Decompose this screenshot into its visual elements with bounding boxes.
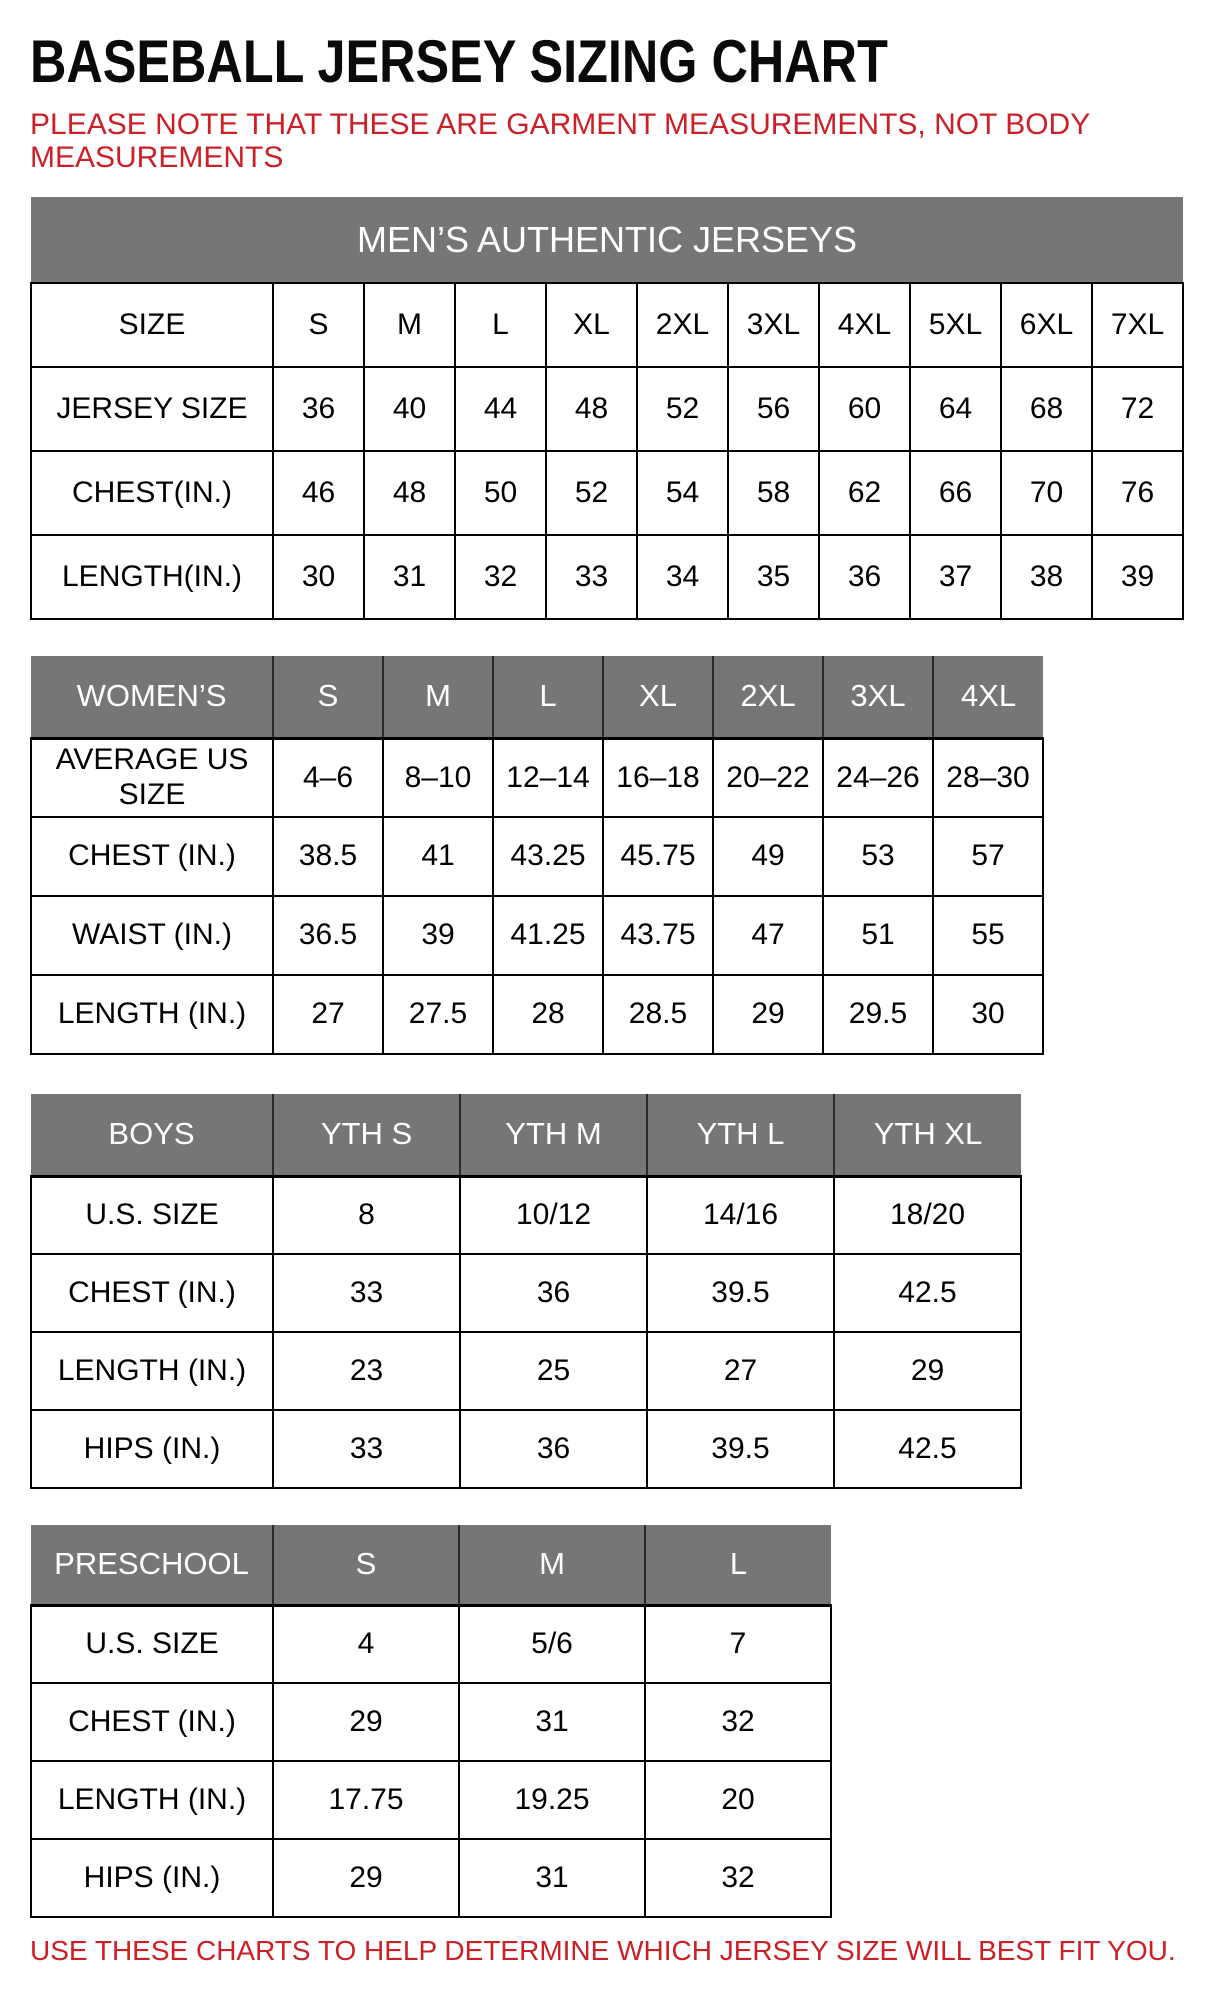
boys-sizing-table — [30, 1094, 1022, 1489]
table-header-label: BOYS — [31, 1094, 273, 1176]
size-value-cell: 72 — [1092, 367, 1183, 451]
size-column-header: M — [459, 1525, 645, 1605]
size-column-header: M — [383, 656, 493, 738]
size-value-cell: S — [273, 283, 364, 367]
garment-measurement-note: PLEASE NOTE THAT THESE ARE GARMENT MEASUREMENTS, NOT BODY MEASUREMENTS — [30, 108, 1090, 174]
row-label: CHEST(IN.) — [31, 451, 273, 535]
size-value-cell: 4XL — [819, 283, 910, 367]
size-value-cell: 8 — [273, 1176, 460, 1254]
size-value-cell: 41.25 — [493, 896, 603, 975]
size-value-cell: 7 — [645, 1605, 831, 1683]
table-row — [31, 975, 1043, 1054]
size-value-cell: 33 — [273, 1410, 460, 1488]
size-value-cell: 39 — [383, 896, 493, 975]
boys-table-body — [31, 1176, 1021, 1488]
size-value-cell: 45.75 — [603, 817, 713, 896]
size-value-cell: 54 — [637, 451, 728, 535]
size-value-cell: 6XL — [1001, 283, 1092, 367]
size-value-cell: 5XL — [910, 283, 1001, 367]
size-value-cell: 20–22 — [713, 738, 823, 817]
table-row — [31, 451, 1183, 535]
size-value-cell: 29.5 — [823, 975, 933, 1054]
size-value-cell: 32 — [645, 1683, 831, 1761]
size-value-cell: 10/12 — [460, 1176, 647, 1254]
size-value-cell: 48 — [546, 367, 637, 451]
size-column-header: S — [273, 1525, 459, 1605]
preschool-table-body — [31, 1605, 831, 1917]
size-value-cell: L — [455, 283, 546, 367]
size-value-cell: 19.25 — [459, 1761, 645, 1839]
size-value-cell: 23 — [273, 1332, 460, 1410]
row-label: CHEST (IN.) — [31, 1254, 273, 1332]
row-label: HIPS (IN.) — [31, 1410, 273, 1488]
table-row — [31, 367, 1183, 451]
table-row — [31, 1410, 1021, 1488]
size-column-header: L — [645, 1525, 831, 1605]
size-value-cell: 35 — [728, 535, 819, 619]
row-label: LENGTH (IN.) — [31, 1332, 273, 1410]
table-row — [31, 1254, 1021, 1332]
size-value-cell: 30 — [933, 975, 1043, 1054]
size-value-cell: 27.5 — [383, 975, 493, 1054]
table-row — [31, 1605, 831, 1683]
preschool-sizing-table — [30, 1525, 832, 1918]
size-value-cell: 29 — [713, 975, 823, 1054]
size-value-cell: 30 — [273, 535, 364, 619]
row-label: LENGTH (IN.) — [31, 1761, 273, 1839]
table-row — [31, 1332, 1021, 1410]
size-value-cell: 4 — [273, 1605, 459, 1683]
size-value-cell: 52 — [637, 367, 728, 451]
size-value-cell: 46 — [273, 451, 364, 535]
row-label: HIPS (IN.) — [31, 1839, 273, 1917]
size-value-cell: 55 — [933, 896, 1043, 975]
size-value-cell: 42.5 — [834, 1254, 1021, 1332]
size-value-cell: 39.5 — [647, 1254, 834, 1332]
womens-sizing-table — [30, 656, 1044, 1055]
size-value-cell: 29 — [834, 1332, 1021, 1410]
size-value-cell: 20 — [645, 1761, 831, 1839]
size-value-cell: 36 — [460, 1410, 647, 1488]
table-row — [31, 1761, 831, 1839]
size-value-cell: 40 — [364, 367, 455, 451]
size-value-cell: 50 — [455, 451, 546, 535]
size-value-cell: 52 — [546, 451, 637, 535]
size-value-cell: 60 — [819, 367, 910, 451]
row-label: LENGTH(IN.) — [31, 535, 273, 619]
size-column-header: L — [493, 656, 603, 738]
row-label: CHEST (IN.) — [31, 1683, 273, 1761]
row-label: SIZE — [31, 283, 273, 367]
size-value-cell: 27 — [647, 1332, 834, 1410]
size-value-cell: XL — [546, 283, 637, 367]
size-value-cell: 32 — [455, 535, 546, 619]
row-label: U.S. SIZE — [31, 1605, 273, 1683]
size-column-header: S — [273, 656, 383, 738]
size-value-cell: 44 — [455, 367, 546, 451]
size-value-cell: 43.25 — [493, 817, 603, 896]
size-value-cell: 48 — [364, 451, 455, 535]
size-value-cell: 62 — [819, 451, 910, 535]
mens-table-body — [31, 283, 1183, 619]
size-value-cell: 66 — [910, 451, 1001, 535]
size-column-header: XL — [603, 656, 713, 738]
table-row — [31, 896, 1043, 975]
table-row — [31, 1176, 1021, 1254]
row-label: LENGTH (IN.) — [31, 975, 273, 1054]
size-value-cell: 5/6 — [459, 1605, 645, 1683]
size-value-cell: 39.5 — [647, 1410, 834, 1488]
size-value-cell: 18/20 — [834, 1176, 1021, 1254]
size-column-header: YTH S — [273, 1094, 460, 1176]
womens-table-body — [31, 738, 1043, 1054]
row-label: CHEST (IN.) — [31, 817, 273, 896]
row-label: WAIST (IN.) — [31, 896, 273, 975]
size-value-cell: 56 — [728, 367, 819, 451]
size-value-cell: 68 — [1001, 367, 1092, 451]
size-value-cell: 29 — [273, 1839, 459, 1917]
table-row — [31, 738, 1043, 817]
size-value-cell: 8–10 — [383, 738, 493, 817]
mens-sizing-table — [30, 197, 1184, 620]
size-value-cell: 47 — [713, 896, 823, 975]
size-column-header: 3XL — [823, 656, 933, 738]
size-value-cell: 3XL — [728, 283, 819, 367]
size-value-cell: 53 — [823, 817, 933, 896]
size-value-cell: 36.5 — [273, 896, 383, 975]
size-value-cell: 70 — [1001, 451, 1092, 535]
table-row — [31, 1839, 831, 1917]
womens-header-row — [31, 656, 1043, 738]
size-value-cell: 25 — [460, 1332, 647, 1410]
size-value-cell: 31 — [459, 1683, 645, 1761]
row-label: AVERAGE US SIZE — [31, 738, 273, 817]
size-value-cell: 14/16 — [647, 1176, 834, 1254]
size-value-cell: 39 — [1092, 535, 1183, 619]
size-value-cell: 36 — [460, 1254, 647, 1332]
size-value-cell: 33 — [273, 1254, 460, 1332]
size-value-cell: 28–30 — [933, 738, 1043, 817]
page-title: BASEBALL JERSEY SIZING CHART — [30, 28, 888, 95]
size-value-cell: 16–18 — [603, 738, 713, 817]
size-value-cell: 31 — [364, 535, 455, 619]
size-value-cell: 2XL — [637, 283, 728, 367]
size-value-cell: 12–14 — [493, 738, 603, 817]
size-value-cell: 37 — [910, 535, 1001, 619]
size-value-cell: 27 — [273, 975, 383, 1054]
size-value-cell: M — [364, 283, 455, 367]
size-value-cell: 28.5 — [603, 975, 713, 1054]
size-value-cell: 41 — [383, 817, 493, 896]
size-value-cell: 24–26 — [823, 738, 933, 817]
size-value-cell: 76 — [1092, 451, 1183, 535]
size-value-cell: 28 — [493, 975, 603, 1054]
size-value-cell: 29 — [273, 1683, 459, 1761]
size-column-header: 2XL — [713, 656, 823, 738]
size-column-header: YTH XL — [834, 1094, 1021, 1176]
size-value-cell: 42.5 — [834, 1410, 1021, 1488]
size-value-cell: 32 — [645, 1839, 831, 1917]
size-value-cell: 34 — [637, 535, 728, 619]
size-column-header: YTH M — [460, 1094, 647, 1176]
size-column-header: 4XL — [933, 656, 1043, 738]
size-value-cell: 49 — [713, 817, 823, 896]
row-label: JERSEY SIZE — [31, 367, 273, 451]
size-value-cell: 64 — [910, 367, 1001, 451]
table-row — [31, 535, 1183, 619]
table-header-label: WOMEN’S — [31, 656, 273, 738]
size-value-cell: 36 — [819, 535, 910, 619]
table-row — [31, 817, 1043, 896]
mens-banner-title: MEN’S AUTHENTIC JERSEYS — [31, 197, 1183, 283]
footer-note: USE THESE CHARTS TO HELP DETERMINE WHICH JERSEY SIZE WILL BEST FIT YOU. — [30, 1935, 1176, 1966]
mens-banner-row — [31, 197, 1183, 283]
boys-header-row — [31, 1094, 1021, 1176]
table-row — [31, 283, 1183, 367]
preschool-header-row — [31, 1525, 831, 1605]
size-value-cell: 57 — [933, 817, 1043, 896]
size-value-cell: 51 — [823, 896, 933, 975]
size-value-cell: 38 — [1001, 535, 1092, 619]
size-value-cell: 7XL — [1092, 283, 1183, 367]
table-header-label: PRESCHOOL — [31, 1525, 273, 1605]
size-column-header: YTH L — [647, 1094, 834, 1176]
size-value-cell: 36 — [273, 367, 364, 451]
size-value-cell: 33 — [546, 535, 637, 619]
row-label: U.S. SIZE — [31, 1176, 273, 1254]
size-value-cell: 31 — [459, 1839, 645, 1917]
table-row — [31, 1683, 831, 1761]
size-value-cell: 38.5 — [273, 817, 383, 896]
size-value-cell: 43.75 — [603, 896, 713, 975]
size-value-cell: 4–6 — [273, 738, 383, 817]
size-value-cell: 17.75 — [273, 1761, 459, 1839]
size-value-cell: 58 — [728, 451, 819, 535]
